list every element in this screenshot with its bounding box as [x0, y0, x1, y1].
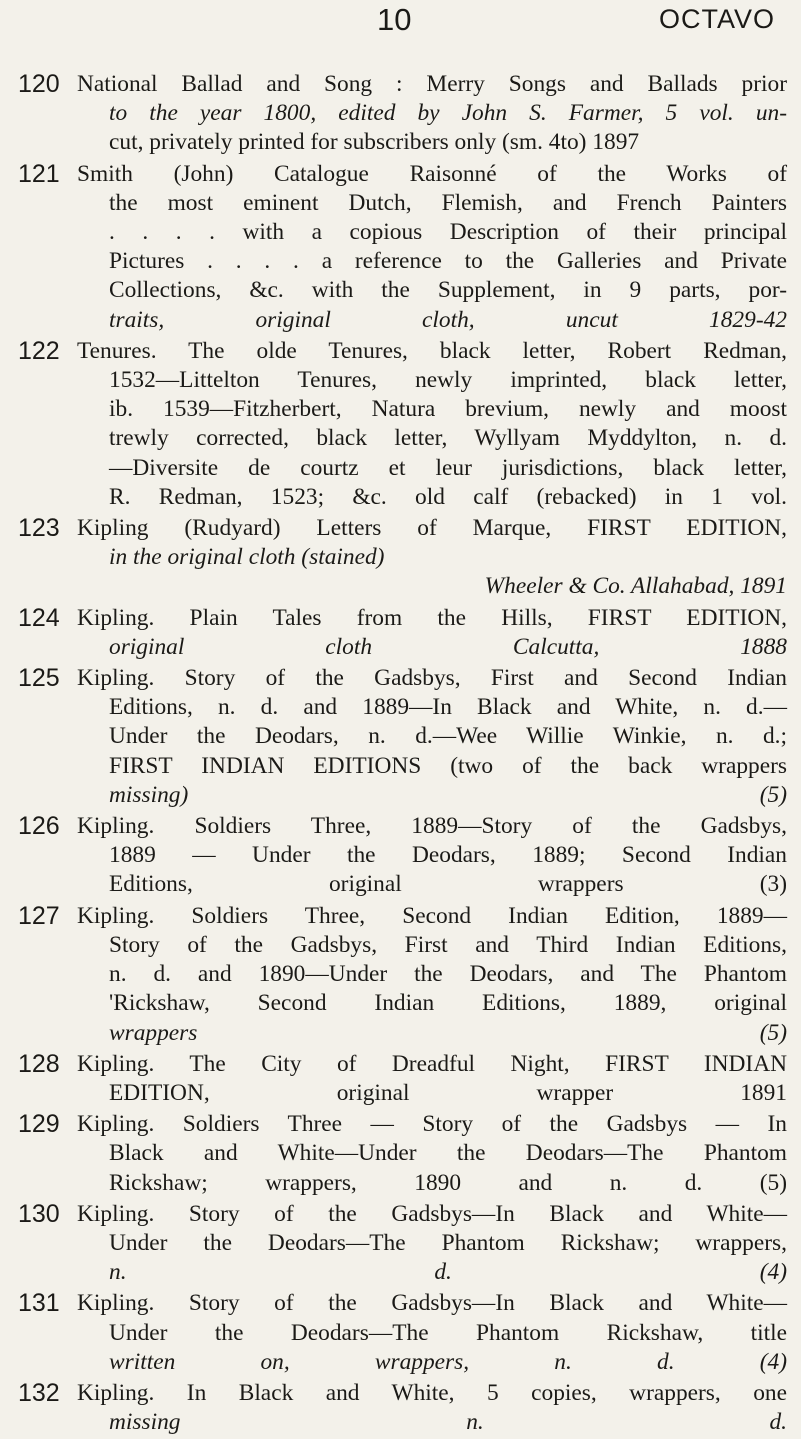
entry-line: Editions, n. d. and 1889—In Black and White, n. d.—: [109, 694, 787, 721]
lot-number: 121: [18, 159, 60, 188]
entry-line: in the original cloth (stained): [109, 544, 385, 571]
entry-line: National Ballad and Song : Merry Songs and Ballads prior: [77, 71, 787, 97]
entry-line: . . . . with a copious Description of their principal: [109, 219, 787, 246]
catalogue-entry-131: [0, 1289, 801, 1377]
lot-number: 128: [18, 1049, 60, 1078]
lot-number: 131: [18, 1289, 60, 1318]
entry-line: to the year 1800, edited by John S. Farmer, 5 vol. un-: [109, 100, 787, 127]
entry-line: FIRST INDIAN EDITIONS (two of the back wrappers: [109, 752, 787, 779]
lot-number: 123: [18, 514, 60, 543]
lot-number: 120: [18, 70, 60, 98]
entry-line: —Diversite de courtz et leur jurisdictions, black letter,: [109, 454, 787, 481]
entry-line: Rickshaw; wrappers, 1890 and n. d. (5): [109, 1169, 787, 1196]
entry-line: Editions, original wrappers (3): [109, 871, 787, 898]
entry-line: Kipling (Rudyard) Letters of Marque, FIRST EDITION,: [77, 515, 787, 542]
entry-line: Pictures . . . . a reference to the Galleries and Private: [109, 248, 787, 275]
entry-line: Story of the Gadsbys, First and Third Indian Editions,: [109, 931, 787, 958]
catalogue-entry-124: [0, 604, 801, 662]
entry-line: EDITION, original wrapper 1891: [109, 1079, 787, 1106]
entry-line: Kipling. Story of the Gadsbys, First and Second Indian: [77, 665, 787, 692]
entry-line: 1889 — Under the Deodars, 1889; Second Indian: [109, 842, 787, 869]
entry-line: missing) (5): [109, 781, 787, 808]
entry-line: Kipling. Soldiers Three, 1889—Story of the Gadsbys,: [77, 813, 787, 840]
lot-number: 129: [18, 1110, 60, 1139]
entry-line: written on, wrappers, n. d. (4): [109, 1348, 787, 1375]
lot-number: 125: [18, 664, 60, 693]
page-number: 10: [377, 2, 412, 37]
catalogue-entry-130: [0, 1200, 801, 1288]
entry-line: Kipling. In Black and White, 5 copies, wrappers, one: [77, 1379, 787, 1406]
section-title: OCTAVO: [658, 4, 775, 34]
lot-number: 122: [18, 336, 60, 365]
catalogue-entry-121: [0, 160, 801, 335]
catalogue-entry-129: [0, 1110, 801, 1198]
entry-line: Under the Deodars—The Phantom Rickshaw, title: [109, 1319, 787, 1346]
entry-line: missing n. d.: [109, 1409, 787, 1436]
catalogue-entry-120: [0, 70, 801, 158]
catalogue-entries: [0, 70, 801, 1439]
page-header: [0, 2, 801, 46]
catalogue-entry-127: [0, 902, 801, 1048]
entry-line: Under the Deodars, n. d.—Wee Willie Winkie, n. d.;: [109, 723, 787, 750]
lot-number: 124: [18, 603, 60, 632]
entry-line: Kipling. Soldiers Three — Story of the Gadsbys — In: [77, 1111, 787, 1138]
entry-line: ib. 1539—Fitzherbert, Natura brevium, newly and moost: [109, 396, 787, 423]
catalogue-entry-128: [0, 1050, 801, 1108]
entry-line: Kipling. Soldiers Three, Second Indian Edition, 1889—: [77, 902, 787, 929]
entry-line: Kipling. Story of the Gadsbys—In Black and White—: [77, 1200, 787, 1227]
entry-line: trewly corrected, black letter, Wyllyam Myddylton, n. d.: [109, 425, 787, 452]
lot-number: 126: [18, 812, 60, 841]
entry-line: traits, original cloth, uncut 1829-42: [109, 306, 787, 333]
catalogue-entry-122: [0, 337, 801, 512]
entry-line: 1532—Littelton Tenures, newly imprinted, black letter,: [109, 367, 787, 394]
entry-line: Kipling. Story of the Gadsbys—In Black and White—: [77, 1290, 787, 1317]
entry-line: Kipling. The City of Dreadful Night, FIRST INDIAN: [77, 1050, 787, 1077]
lot-number: 132: [18, 1378, 60, 1407]
entry-line: Wheeler & Co. Allahabad, 1891: [484, 573, 787, 600]
entry-line: n. d. (4): [109, 1259, 787, 1286]
entry-line: Kipling. Plain Tales from the Hills, FIRST EDITION,: [77, 604, 787, 631]
entry-line: original cloth Calcutta, 1888: [109, 633, 787, 660]
entry-line: Black and White—Under the Deodars—The Phantom: [109, 1140, 787, 1167]
catalogue-entry-126: [0, 812, 801, 900]
catalogue-entry-125: [0, 664, 801, 810]
entry-line: R. Redman, 1523; &c. old calf (rebacked) in 1 vol.: [109, 483, 787, 510]
entry-line: cut, privately printed for subscribers only (sm. 4to) 1897: [109, 129, 640, 156]
entry-line: wrappers (5): [109, 1019, 787, 1046]
lot-number: 127: [18, 901, 60, 930]
catalogue-entry-132: [0, 1379, 801, 1437]
entry-line: n. d. and 1890—Under the Deodars, and The Phantom: [109, 961, 787, 988]
lot-number: 130: [18, 1199, 60, 1228]
entry-line: Smith (John) Catalogue Raisonné of the Works of: [77, 160, 787, 187]
entry-line: Tenures. The olde Tenures, black letter, Robert Redman,: [77, 337, 787, 364]
entry-line: Collections, &c. with the Supplement, in 9 parts, por-: [109, 277, 787, 304]
entry-line: Under the Deodars—The Phantom Rickshaw; wrappers,: [109, 1229, 787, 1256]
catalogue-entry-123: [0, 514, 801, 602]
entry-line: 'Rickshaw, Second Indian Editions, 1889, original: [109, 990, 787, 1017]
entry-line: the most eminent Dutch, Flemish, and French Painters: [109, 189, 787, 216]
